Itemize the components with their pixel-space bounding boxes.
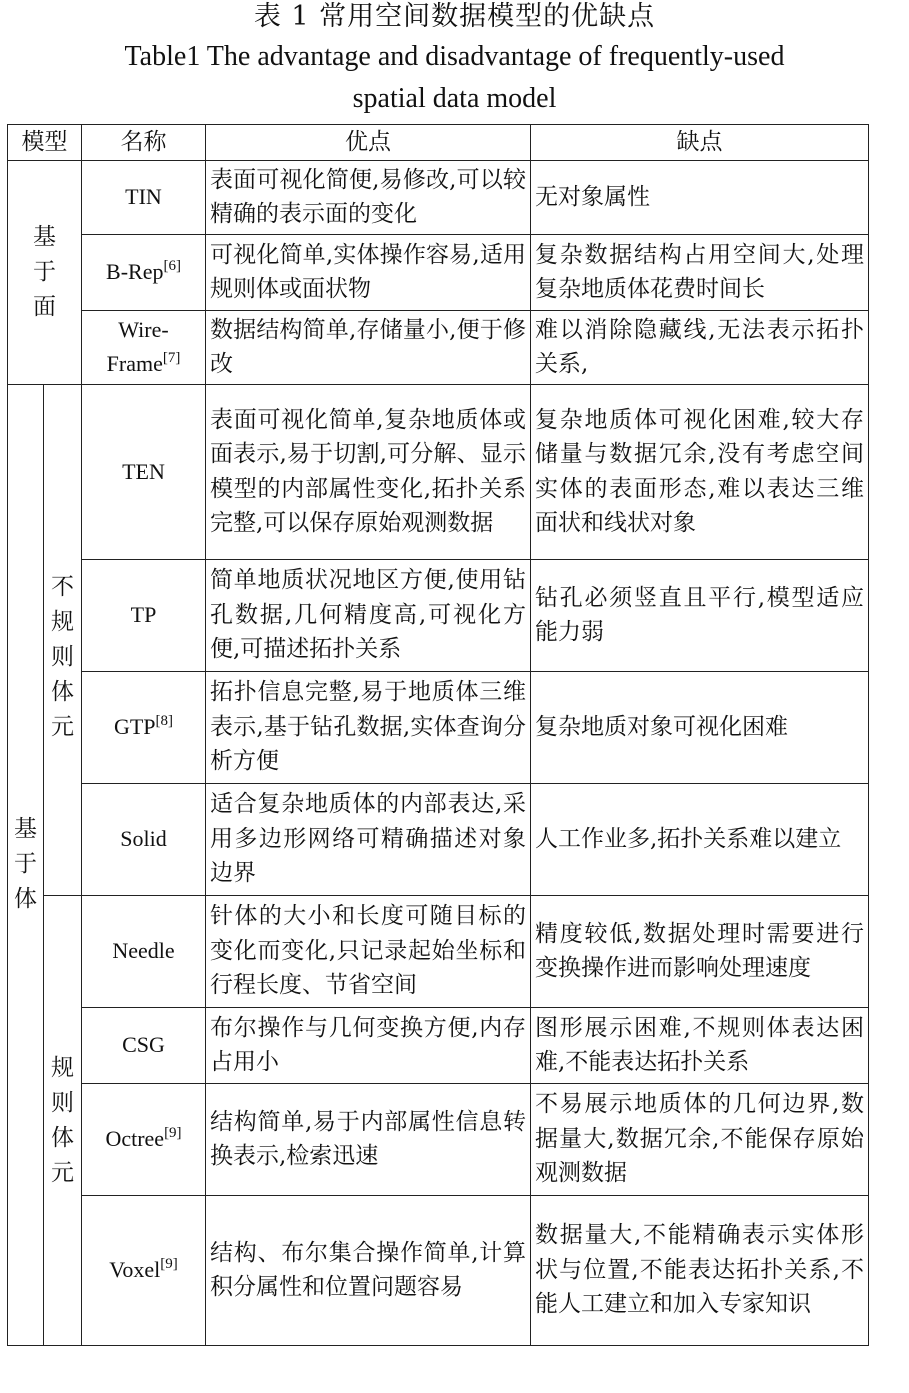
group-regular [44, 895, 82, 1345]
disadvantage-cell: 钻孔必须竖直且平行,模型适应能力弱 [531, 559, 869, 671]
group-irregular-char: 不 [51, 573, 74, 600]
reference-mark: [9] [164, 1125, 182, 1141]
reference-mark: [9] [160, 1256, 178, 1272]
model-name: TIN [82, 160, 206, 234]
group-regular-char: 体 [51, 1124, 74, 1151]
group-irregular [44, 384, 82, 895]
disadvantage-cell: 精度较低,数据处理时需要进行变换操作进而影响处理速度 [531, 895, 869, 1007]
table-row [8, 310, 869, 384]
header-model: 模型 [8, 125, 82, 161]
header-disadvantage: 缺点 [531, 125, 869, 161]
disadvantage-cell: 人工作业多,拓扑关系难以建立 [531, 783, 869, 895]
group-body-char: 体 [14, 886, 37, 912]
advantage-cell: 简单地质状况地区方便,使用钻孔数据,几何精度高,可视化方便,可描述拓扑关系 [206, 559, 531, 671]
header-row [8, 125, 869, 161]
model-name: Wire-Frame[7] [82, 310, 206, 384]
disadvantage-cell: 无对象属性 [531, 160, 869, 234]
model-name: Needle [82, 895, 206, 1007]
reference-mark: [8] [155, 713, 174, 729]
disadvantage-cell: 复杂数据结构占用空间大,处理复杂地质体花费时间长 [531, 234, 869, 310]
advantage-cell: 拓扑信息完整,易于地质体三维表示,基于钻孔数据,实体查询分析方便 [206, 671, 531, 783]
advantage-cell: 表面可视化简便,易修改,可以较精确的表示面的变化 [206, 160, 531, 234]
group-face [8, 160, 82, 384]
model-name: B-Rep[6] [82, 234, 206, 310]
model-name: TEN [82, 384, 206, 559]
table-row [8, 384, 869, 559]
group-irregular-char: 规 [51, 608, 74, 635]
table-row [8, 559, 869, 671]
table-row [8, 160, 869, 234]
group-body [8, 384, 44, 1345]
spatial-model-table [7, 124, 869, 1346]
advantage-cell: 可视化简单,实体操作容易,适用规则体或面状物 [206, 234, 531, 310]
table-row [8, 783, 869, 895]
group-irregular-char: 则 [51, 643, 74, 670]
table-row [8, 234, 869, 310]
advantage-cell: 结构、布尔集合操作简单,计算积分属性和位置问题容易 [206, 1195, 531, 1345]
group-irregular-char: 元 [51, 713, 74, 740]
advantage-cell: 适合复杂地质体的内部表达,采用多边形网络可精确描述对象边界 [206, 783, 531, 895]
group-face-label [33, 220, 56, 325]
disadvantage-cell: 数据量大,不能精确表示实体形状与位置,不能表达拓扑关系,不能人工建立和加入专家知识 [531, 1195, 869, 1345]
table-title-en-line2: spatial data model [352, 83, 557, 114]
group-regular-label [51, 1051, 74, 1191]
disadvantage-cell: 难以消除隐藏线,无法表示拓扑关系, [531, 310, 869, 384]
group-face-char: 于 [33, 258, 56, 285]
group-face-char: 基 [33, 223, 56, 250]
table-title-cn: 表 1 常用空间数据模型的优缺点 [253, 1, 656, 32]
group-regular-char: 则 [51, 1089, 74, 1116]
table-row [8, 1195, 869, 1345]
model-name: GTP[8] [82, 671, 206, 783]
table-row [8, 1007, 869, 1083]
reference-mark: [7] [162, 350, 181, 366]
table-row [8, 1083, 869, 1195]
disadvantage-cell: 复杂地质对象可视化困难 [531, 671, 869, 783]
disadvantage-cell: 复杂地质体可视化困难,较大存储量与数据冗余,没有考虑空间实体的表面形态,难以表达三维面状和线状对象 [531, 384, 869, 559]
header-advantage: 优点 [206, 125, 531, 161]
model-name: Voxel[9] [82, 1195, 206, 1345]
model-name: CSG [82, 1007, 206, 1083]
group-face-char: 面 [33, 293, 56, 320]
group-irregular-char: 体 [51, 678, 74, 705]
advantage-cell: 数据结构简单,存储量小,便于修改 [206, 310, 531, 384]
advantage-cell: 表面可视化简单,复杂地质体或面表示,易于切割,可分解、显示模型的内部属性变化,拓扑关系完整,可以保存原始观测数据 [206, 384, 531, 559]
header-name: 名称 [82, 125, 206, 161]
group-body-label [14, 812, 37, 917]
advantage-cell: 布尔操作与几何变换方便,内存占用小 [206, 1007, 531, 1083]
advantage-cell: 针体的大小和长度可随目标的变化而变化,只记录起始坐标和行程长度、节省空间 [206, 895, 531, 1007]
disadvantage-cell: 图形展示困难,不规则体表达困难,不能表达拓扑关系 [531, 1007, 869, 1083]
group-body-char: 基 [14, 816, 37, 842]
model-name: Octree[9] [82, 1083, 206, 1195]
group-regular-char: 元 [51, 1159, 74, 1186]
group-body-char: 于 [14, 851, 37, 877]
model-name: Solid [82, 783, 206, 895]
table-title-en-line1: Table1 The advantage and disadvantage of frequently-used [124, 41, 785, 72]
group-regular-char: 规 [51, 1054, 74, 1081]
disadvantage-cell: 不易展示地质体的几何边界,数据量大,数据冗余,不能保存原始观测数据 [531, 1083, 869, 1195]
group-irregular-label [51, 570, 74, 745]
table-row [8, 671, 869, 783]
model-name: TP [82, 559, 206, 671]
table-row [8, 895, 869, 1007]
advantage-cell: 结构简单,易于内部属性信息转换表示,检索迅速 [206, 1083, 531, 1195]
reference-mark: [6] [163, 258, 181, 274]
